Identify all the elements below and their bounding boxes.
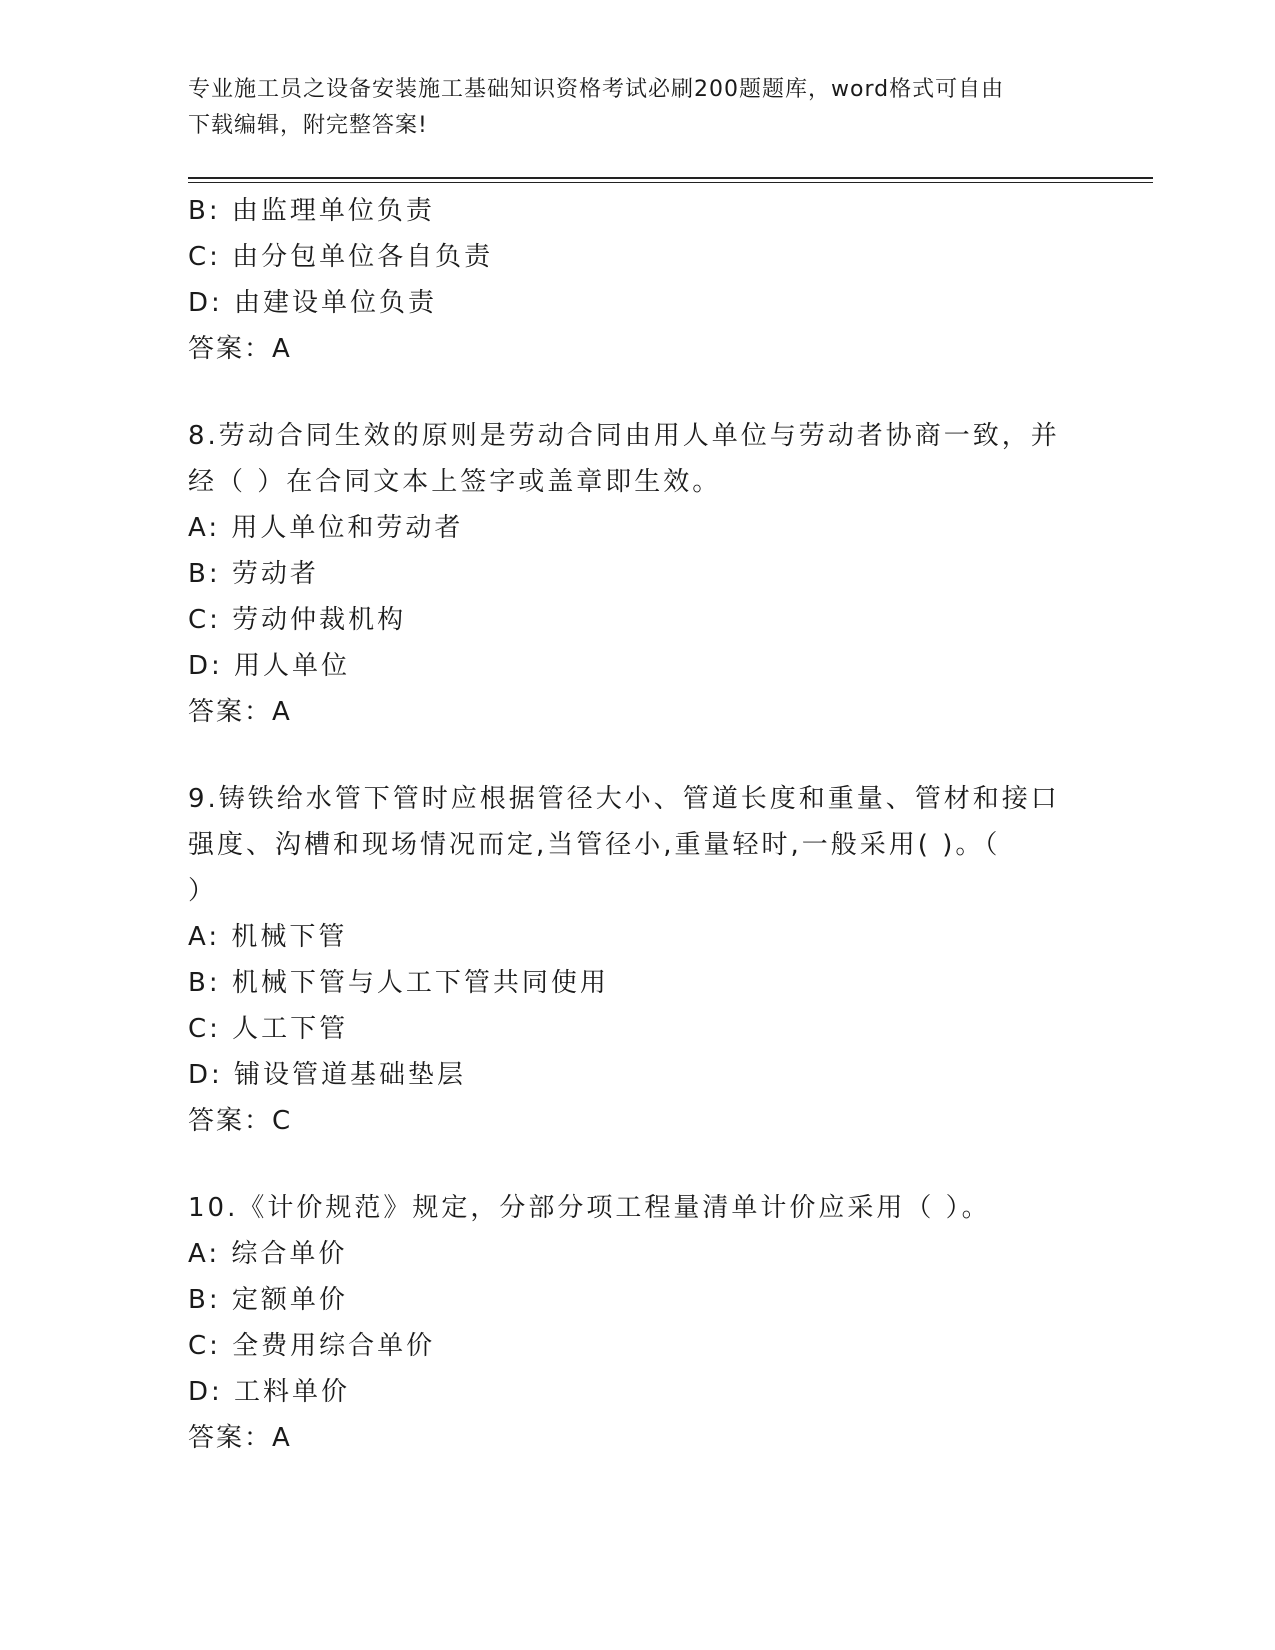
option-c: C: 人工下管 bbox=[188, 1014, 349, 1044]
header-line-2: 下载编辑，附完整答案! bbox=[188, 113, 428, 138]
answer-line: 答案：A bbox=[188, 1423, 292, 1453]
question-8 bbox=[188, 413, 1068, 735]
question-text: 经（ ）在合同文本上签字或盖章即生效。 bbox=[188, 467, 722, 497]
question-text: 8.劳动合同生效的原则是劳动合同由用人单位与劳动者协商一致，并 bbox=[188, 421, 1060, 451]
option-a: A: 综合单价 bbox=[188, 1239, 348, 1269]
document-header bbox=[188, 72, 1068, 144]
answer-line: 答案：A bbox=[188, 697, 292, 727]
answer-line: 答案：C bbox=[188, 1106, 293, 1136]
question-text: ） bbox=[188, 876, 218, 906]
option-c: C: 劳动仲裁机构 bbox=[188, 605, 407, 635]
option-b: B: 劳动者 bbox=[188, 559, 319, 589]
header-line-1: 专业施工员之设备安装施工基础知识资格考试必刷200题题库，word格式可自由 bbox=[188, 77, 1005, 102]
question-10 bbox=[188, 1185, 1068, 1461]
option-c: C: 由分包单位各自负责 bbox=[188, 242, 494, 272]
question-continued bbox=[188, 188, 1068, 372]
question-9 bbox=[188, 776, 1068, 1144]
question-list bbox=[188, 188, 1068, 1461]
option-d: D: 由建设单位负责 bbox=[188, 288, 438, 318]
option-b: B: 机械下管与人工下管共同使用 bbox=[188, 968, 609, 998]
header-divider-thin bbox=[188, 182, 1153, 183]
option-b: B: 定额单价 bbox=[188, 1285, 348, 1315]
question-text: 9.铸铁给水管下管时应根据管径大小、管道长度和重量、管材和接口 bbox=[188, 784, 1060, 814]
answer-line: 答案：A bbox=[188, 334, 292, 364]
option-b: B: 由监理单位负责 bbox=[188, 196, 435, 226]
option-a: A: 用人单位和劳动者 bbox=[188, 513, 464, 543]
option-d: D: 工料单价 bbox=[188, 1377, 351, 1407]
option-c: C: 全费用综合单价 bbox=[188, 1331, 436, 1361]
option-d: D: 用人单位 bbox=[188, 651, 351, 681]
question-text: 10.《计价规范》规定，分部分项工程量清单计价应采用（ ）。 bbox=[188, 1193, 991, 1223]
header-divider-thick bbox=[188, 177, 1153, 179]
option-d: D: 铺设管道基础垫层 bbox=[188, 1060, 467, 1090]
option-a: A: 机械下管 bbox=[188, 922, 348, 952]
question-text: 强度、沟槽和现场情况而定,当管径小,重量轻时,一般采用( )。（ bbox=[188, 830, 1001, 860]
